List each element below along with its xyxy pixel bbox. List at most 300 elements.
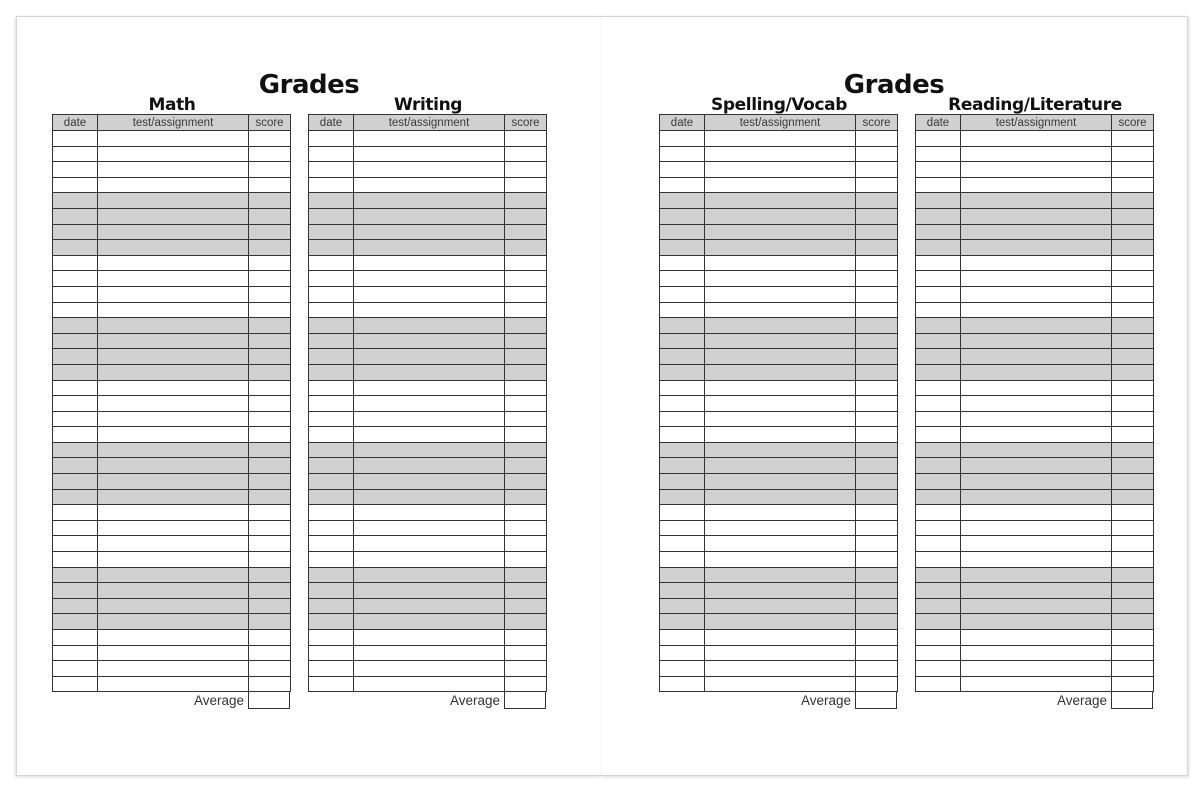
score-cell[interactable] xyxy=(249,520,291,536)
assignment-cell[interactable] xyxy=(98,208,249,224)
average-input[interactable] xyxy=(855,691,897,709)
assignment-cell[interactable] xyxy=(98,442,249,458)
score-cell[interactable] xyxy=(249,645,291,661)
score-cell[interactable] xyxy=(505,302,547,318)
assignment-cell[interactable] xyxy=(98,333,249,349)
assignment-cell[interactable] xyxy=(354,240,505,256)
score-cell[interactable] xyxy=(856,474,898,490)
date-cell[interactable] xyxy=(916,333,961,349)
score-cell[interactable] xyxy=(505,240,547,256)
score-cell[interactable] xyxy=(505,598,547,614)
score-cell[interactable] xyxy=(856,193,898,209)
date-cell[interactable] xyxy=(309,224,354,240)
date-cell[interactable] xyxy=(309,146,354,162)
score-cell[interactable] xyxy=(1112,131,1154,147)
score-cell[interactable] xyxy=(1112,474,1154,490)
score-cell[interactable] xyxy=(856,676,898,692)
assignment-cell[interactable] xyxy=(705,676,856,692)
date-cell[interactable] xyxy=(53,458,98,474)
assignment-cell[interactable] xyxy=(961,489,1112,505)
score-cell[interactable] xyxy=(856,380,898,396)
score-cell[interactable] xyxy=(249,349,291,365)
assignment-cell[interactable] xyxy=(354,380,505,396)
score-cell[interactable] xyxy=(856,598,898,614)
date-cell[interactable] xyxy=(53,427,98,443)
date-cell[interactable] xyxy=(660,520,705,536)
score-cell[interactable] xyxy=(249,318,291,334)
date-cell[interactable] xyxy=(309,286,354,302)
assignment-cell[interactable] xyxy=(98,162,249,178)
date-cell[interactable] xyxy=(660,411,705,427)
score-cell[interactable] xyxy=(1112,505,1154,521)
assignment-cell[interactable] xyxy=(705,318,856,334)
assignment-cell[interactable] xyxy=(354,489,505,505)
score-cell[interactable] xyxy=(856,505,898,521)
date-cell[interactable] xyxy=(660,333,705,349)
date-cell[interactable] xyxy=(660,645,705,661)
score-cell[interactable] xyxy=(249,567,291,583)
assignment-cell[interactable] xyxy=(705,505,856,521)
date-cell[interactable] xyxy=(660,177,705,193)
assignment-cell[interactable] xyxy=(98,302,249,318)
score-cell[interactable] xyxy=(249,271,291,287)
date-cell[interactable] xyxy=(309,630,354,646)
assignment-cell[interactable] xyxy=(961,162,1112,178)
date-cell[interactable] xyxy=(53,489,98,505)
date-cell[interactable] xyxy=(660,318,705,334)
assignment-cell[interactable] xyxy=(354,645,505,661)
assignment-cell[interactable] xyxy=(98,255,249,271)
assignment-cell[interactable] xyxy=(354,474,505,490)
assignment-cell[interactable] xyxy=(961,583,1112,599)
score-cell[interactable] xyxy=(249,630,291,646)
score-cell[interactable] xyxy=(1112,240,1154,256)
date-cell[interactable] xyxy=(916,396,961,412)
score-cell[interactable] xyxy=(505,442,547,458)
date-cell[interactable] xyxy=(916,208,961,224)
assignment-cell[interactable] xyxy=(98,520,249,536)
date-cell[interactable] xyxy=(53,567,98,583)
date-cell[interactable] xyxy=(309,318,354,334)
date-cell[interactable] xyxy=(309,676,354,692)
assignment-cell[interactable] xyxy=(961,630,1112,646)
score-cell[interactable] xyxy=(856,458,898,474)
date-cell[interactable] xyxy=(309,411,354,427)
score-cell[interactable] xyxy=(856,645,898,661)
date-cell[interactable] xyxy=(660,474,705,490)
date-cell[interactable] xyxy=(53,520,98,536)
score-cell[interactable] xyxy=(856,520,898,536)
assignment-cell[interactable] xyxy=(98,676,249,692)
score-cell[interactable] xyxy=(1112,552,1154,568)
score-cell[interactable] xyxy=(505,318,547,334)
score-cell[interactable] xyxy=(249,286,291,302)
score-cell[interactable] xyxy=(505,364,547,380)
assignment-cell[interactable] xyxy=(705,255,856,271)
score-cell[interactable] xyxy=(505,255,547,271)
score-cell[interactable] xyxy=(1112,536,1154,552)
assignment-cell[interactable] xyxy=(354,442,505,458)
date-cell[interactable] xyxy=(309,505,354,521)
assignment-cell[interactable] xyxy=(961,255,1112,271)
score-cell[interactable] xyxy=(505,131,547,147)
assignment-cell[interactable] xyxy=(961,598,1112,614)
date-cell[interactable] xyxy=(916,271,961,287)
date-cell[interactable] xyxy=(660,567,705,583)
date-cell[interactable] xyxy=(53,380,98,396)
date-cell[interactable] xyxy=(53,208,98,224)
date-cell[interactable] xyxy=(660,380,705,396)
score-cell[interactable] xyxy=(249,364,291,380)
date-cell[interactable] xyxy=(660,598,705,614)
score-cell[interactable] xyxy=(505,489,547,505)
date-cell[interactable] xyxy=(53,193,98,209)
date-cell[interactable] xyxy=(309,380,354,396)
assignment-cell[interactable] xyxy=(705,442,856,458)
score-cell[interactable] xyxy=(505,567,547,583)
date-cell[interactable] xyxy=(53,676,98,692)
score-cell[interactable] xyxy=(249,552,291,568)
assignment-cell[interactable] xyxy=(354,536,505,552)
date-cell[interactable] xyxy=(309,255,354,271)
assignment-cell[interactable] xyxy=(961,442,1112,458)
score-cell[interactable] xyxy=(249,380,291,396)
score-cell[interactable] xyxy=(856,271,898,287)
assignment-cell[interactable] xyxy=(705,224,856,240)
date-cell[interactable] xyxy=(660,505,705,521)
score-cell[interactable] xyxy=(856,489,898,505)
date-cell[interactable] xyxy=(309,333,354,349)
date-cell[interactable] xyxy=(53,552,98,568)
assignment-cell[interactable] xyxy=(705,474,856,490)
date-cell[interactable] xyxy=(916,427,961,443)
score-cell[interactable] xyxy=(856,177,898,193)
score-cell[interactable] xyxy=(1112,567,1154,583)
date-cell[interactable] xyxy=(660,536,705,552)
assignment-cell[interactable] xyxy=(705,162,856,178)
assignment-cell[interactable] xyxy=(705,458,856,474)
date-cell[interactable] xyxy=(53,224,98,240)
date-cell[interactable] xyxy=(660,271,705,287)
assignment-cell[interactable] xyxy=(961,380,1112,396)
assignment-cell[interactable] xyxy=(354,505,505,521)
score-cell[interactable] xyxy=(249,131,291,147)
assignment-cell[interactable] xyxy=(354,224,505,240)
score-cell[interactable] xyxy=(1112,349,1154,365)
assignment-cell[interactable] xyxy=(354,396,505,412)
score-cell[interactable] xyxy=(856,349,898,365)
score-cell[interactable] xyxy=(1112,333,1154,349)
date-cell[interactable] xyxy=(53,286,98,302)
date-cell[interactable] xyxy=(660,193,705,209)
assignment-cell[interactable] xyxy=(98,146,249,162)
date-cell[interactable] xyxy=(53,583,98,599)
score-cell[interactable] xyxy=(505,396,547,412)
score-cell[interactable] xyxy=(856,286,898,302)
date-cell[interactable] xyxy=(660,255,705,271)
date-cell[interactable] xyxy=(916,630,961,646)
date-cell[interactable] xyxy=(53,318,98,334)
score-cell[interactable] xyxy=(505,349,547,365)
date-cell[interactable] xyxy=(660,224,705,240)
assignment-cell[interactable] xyxy=(961,177,1112,193)
score-cell[interactable] xyxy=(1112,162,1154,178)
assignment-cell[interactable] xyxy=(98,380,249,396)
score-cell[interactable] xyxy=(1112,193,1154,209)
score-cell[interactable] xyxy=(856,567,898,583)
assignment-cell[interactable] xyxy=(354,146,505,162)
date-cell[interactable] xyxy=(916,177,961,193)
date-cell[interactable] xyxy=(309,645,354,661)
score-cell[interactable] xyxy=(505,614,547,630)
score-cell[interactable] xyxy=(1112,271,1154,287)
assignment-cell[interactable] xyxy=(705,302,856,318)
score-cell[interactable] xyxy=(249,536,291,552)
score-cell[interactable] xyxy=(249,224,291,240)
date-cell[interactable] xyxy=(916,520,961,536)
date-cell[interactable] xyxy=(53,505,98,521)
assignment-cell[interactable] xyxy=(354,427,505,443)
score-cell[interactable] xyxy=(249,162,291,178)
assignment-cell[interactable] xyxy=(98,364,249,380)
date-cell[interactable] xyxy=(309,208,354,224)
score-cell[interactable] xyxy=(1112,146,1154,162)
assignment-cell[interactable] xyxy=(705,598,856,614)
score-cell[interactable] xyxy=(505,286,547,302)
score-cell[interactable] xyxy=(505,458,547,474)
score-cell[interactable] xyxy=(856,583,898,599)
date-cell[interactable] xyxy=(660,302,705,318)
score-cell[interactable] xyxy=(856,427,898,443)
assignment-cell[interactable] xyxy=(705,271,856,287)
score-cell[interactable] xyxy=(856,255,898,271)
score-cell[interactable] xyxy=(1112,380,1154,396)
assignment-cell[interactable] xyxy=(705,645,856,661)
date-cell[interactable] xyxy=(916,505,961,521)
assignment-cell[interactable] xyxy=(98,567,249,583)
score-cell[interactable] xyxy=(1112,208,1154,224)
assignment-cell[interactable] xyxy=(98,240,249,256)
assignment-cell[interactable] xyxy=(98,505,249,521)
assignment-cell[interactable] xyxy=(705,411,856,427)
date-cell[interactable] xyxy=(309,349,354,365)
date-cell[interactable] xyxy=(916,162,961,178)
score-cell[interactable] xyxy=(1112,318,1154,334)
score-cell[interactable] xyxy=(249,676,291,692)
score-cell[interactable] xyxy=(505,177,547,193)
assignment-cell[interactable] xyxy=(961,208,1112,224)
average-input[interactable] xyxy=(248,691,290,709)
date-cell[interactable] xyxy=(916,676,961,692)
date-cell[interactable] xyxy=(309,474,354,490)
score-cell[interactable] xyxy=(1112,676,1154,692)
date-cell[interactable] xyxy=(660,427,705,443)
assignment-cell[interactable] xyxy=(354,131,505,147)
score-cell[interactable] xyxy=(1112,661,1154,677)
assignment-cell[interactable] xyxy=(705,489,856,505)
date-cell[interactable] xyxy=(916,349,961,365)
score-cell[interactable] xyxy=(505,333,547,349)
assignment-cell[interactable] xyxy=(705,193,856,209)
date-cell[interactable] xyxy=(309,396,354,412)
date-cell[interactable] xyxy=(53,255,98,271)
assignment-cell[interactable] xyxy=(961,458,1112,474)
date-cell[interactable] xyxy=(53,598,98,614)
assignment-cell[interactable] xyxy=(354,598,505,614)
score-cell[interactable] xyxy=(856,333,898,349)
assignment-cell[interactable] xyxy=(961,676,1112,692)
assignment-cell[interactable] xyxy=(98,536,249,552)
score-cell[interactable] xyxy=(249,661,291,677)
score-cell[interactable] xyxy=(856,318,898,334)
score-cell[interactable] xyxy=(505,645,547,661)
average-input[interactable] xyxy=(504,691,546,709)
assignment-cell[interactable] xyxy=(98,396,249,412)
date-cell[interactable] xyxy=(309,583,354,599)
score-cell[interactable] xyxy=(505,661,547,677)
date-cell[interactable] xyxy=(309,427,354,443)
assignment-cell[interactable] xyxy=(354,318,505,334)
assignment-cell[interactable] xyxy=(705,177,856,193)
score-cell[interactable] xyxy=(505,676,547,692)
date-cell[interactable] xyxy=(660,442,705,458)
assignment-cell[interactable] xyxy=(354,583,505,599)
score-cell[interactable] xyxy=(856,208,898,224)
score-cell[interactable] xyxy=(1112,614,1154,630)
assignment-cell[interactable] xyxy=(354,333,505,349)
score-cell[interactable] xyxy=(856,146,898,162)
assignment-cell[interactable] xyxy=(961,661,1112,677)
assignment-cell[interactable] xyxy=(961,536,1112,552)
score-cell[interactable] xyxy=(249,193,291,209)
score-cell[interactable] xyxy=(1112,396,1154,412)
assignment-cell[interactable] xyxy=(705,333,856,349)
score-cell[interactable] xyxy=(249,146,291,162)
date-cell[interactable] xyxy=(660,489,705,505)
score-cell[interactable] xyxy=(856,396,898,412)
assignment-cell[interactable] xyxy=(98,645,249,661)
date-cell[interactable] xyxy=(53,630,98,646)
score-cell[interactable] xyxy=(249,489,291,505)
score-cell[interactable] xyxy=(856,661,898,677)
assignment-cell[interactable] xyxy=(98,411,249,427)
assignment-cell[interactable] xyxy=(354,271,505,287)
assignment-cell[interactable] xyxy=(705,208,856,224)
assignment-cell[interactable] xyxy=(705,630,856,646)
assignment-cell[interactable] xyxy=(354,302,505,318)
date-cell[interactable] xyxy=(53,131,98,147)
assignment-cell[interactable] xyxy=(961,146,1112,162)
score-cell[interactable] xyxy=(505,146,547,162)
date-cell[interactable] xyxy=(660,364,705,380)
assignment-cell[interactable] xyxy=(98,458,249,474)
date-cell[interactable] xyxy=(53,661,98,677)
score-cell[interactable] xyxy=(249,614,291,630)
score-cell[interactable] xyxy=(505,427,547,443)
assignment-cell[interactable] xyxy=(705,131,856,147)
score-cell[interactable] xyxy=(1112,630,1154,646)
score-cell[interactable] xyxy=(856,442,898,458)
date-cell[interactable] xyxy=(660,240,705,256)
date-cell[interactable] xyxy=(53,177,98,193)
assignment-cell[interactable] xyxy=(961,364,1112,380)
score-cell[interactable] xyxy=(1112,458,1154,474)
date-cell[interactable] xyxy=(916,645,961,661)
date-cell[interactable] xyxy=(53,302,98,318)
date-cell[interactable] xyxy=(309,552,354,568)
assignment-cell[interactable] xyxy=(98,131,249,147)
assignment-cell[interactable] xyxy=(961,474,1112,490)
date-cell[interactable] xyxy=(916,255,961,271)
assignment-cell[interactable] xyxy=(961,567,1112,583)
score-cell[interactable] xyxy=(1112,645,1154,661)
assignment-cell[interactable] xyxy=(354,349,505,365)
date-cell[interactable] xyxy=(660,630,705,646)
assignment-cell[interactable] xyxy=(705,364,856,380)
score-cell[interactable] xyxy=(1112,442,1154,458)
assignment-cell[interactable] xyxy=(961,240,1112,256)
assignment-cell[interactable] xyxy=(961,318,1112,334)
assignment-cell[interactable] xyxy=(354,458,505,474)
assignment-cell[interactable] xyxy=(705,520,856,536)
assignment-cell[interactable] xyxy=(705,427,856,443)
assignment-cell[interactable] xyxy=(98,271,249,287)
date-cell[interactable] xyxy=(309,489,354,505)
assignment-cell[interactable] xyxy=(354,162,505,178)
score-cell[interactable] xyxy=(856,162,898,178)
score-cell[interactable] xyxy=(249,240,291,256)
assignment-cell[interactable] xyxy=(961,286,1112,302)
assignment-cell[interactable] xyxy=(98,474,249,490)
assignment-cell[interactable] xyxy=(961,552,1112,568)
score-cell[interactable] xyxy=(505,193,547,209)
score-cell[interactable] xyxy=(505,271,547,287)
date-cell[interactable] xyxy=(916,458,961,474)
date-cell[interactable] xyxy=(916,193,961,209)
assignment-cell[interactable] xyxy=(705,380,856,396)
date-cell[interactable] xyxy=(309,614,354,630)
score-cell[interactable] xyxy=(249,411,291,427)
date-cell[interactable] xyxy=(916,614,961,630)
score-cell[interactable] xyxy=(505,224,547,240)
score-cell[interactable] xyxy=(856,131,898,147)
assignment-cell[interactable] xyxy=(98,286,249,302)
assignment-cell[interactable] xyxy=(961,396,1112,412)
date-cell[interactable] xyxy=(53,474,98,490)
score-cell[interactable] xyxy=(249,442,291,458)
date-cell[interactable] xyxy=(309,271,354,287)
score-cell[interactable] xyxy=(249,208,291,224)
assignment-cell[interactable] xyxy=(961,520,1112,536)
score-cell[interactable] xyxy=(1112,583,1154,599)
date-cell[interactable] xyxy=(53,146,98,162)
date-cell[interactable] xyxy=(660,458,705,474)
assignment-cell[interactable] xyxy=(354,520,505,536)
score-cell[interactable] xyxy=(249,474,291,490)
date-cell[interactable] xyxy=(53,411,98,427)
score-cell[interactable] xyxy=(505,630,547,646)
score-cell[interactable] xyxy=(505,208,547,224)
score-cell[interactable] xyxy=(1112,520,1154,536)
score-cell[interactable] xyxy=(505,552,547,568)
date-cell[interactable] xyxy=(916,442,961,458)
date-cell[interactable] xyxy=(660,661,705,677)
assignment-cell[interactable] xyxy=(354,567,505,583)
assignment-cell[interactable] xyxy=(705,661,856,677)
assignment-cell[interactable] xyxy=(961,411,1112,427)
assignment-cell[interactable] xyxy=(98,598,249,614)
score-cell[interactable] xyxy=(1112,489,1154,505)
